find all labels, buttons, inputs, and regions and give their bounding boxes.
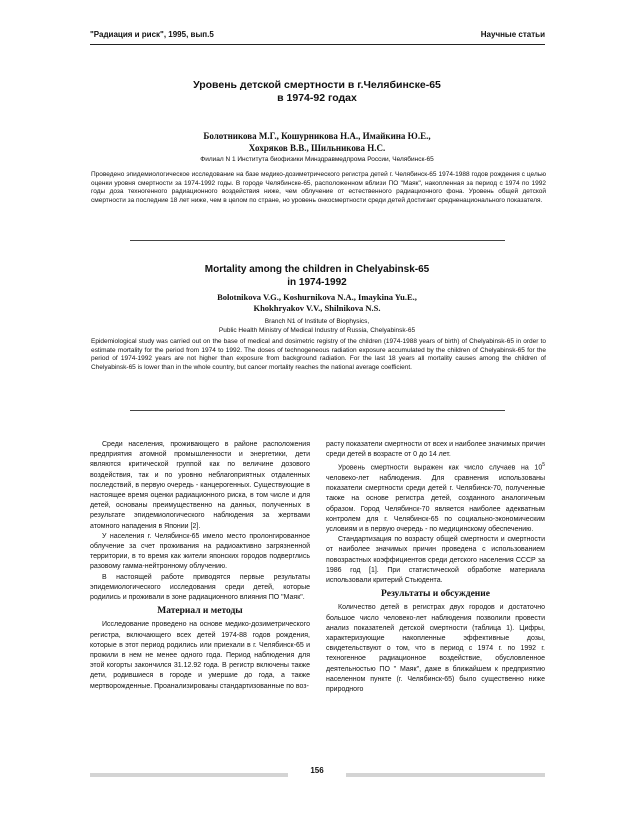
abstract-ru: Проведено эпидемиологическое исследование на базе медико-дозиметрического регистра детей г. Челябинск-65 1974-1988 годов рождения с целью оценки уровня смертности за 1974-1992 годы. В городе Челябинске-65, расположенном вблизи ПО "Маяк", накопленная за период с 1974 по 1992 годы доза техногенного радиационного воздействия ниже, чем облучение от естественного радиационного фона. Уровень общей детской смертности за последние 18 лет ниже, чем в целом по стране, но уровень онкосмертности среди детей достигает средненационального показателя. [91,171,546,204]
affiliation-en [90,318,544,335]
paragraph: Исследование проведено на основе медико-дозиметрического регистра, включающего всех детей 1974-88 годов рождения, которые в этот период родились или приехали в г. Челябинск-65 и прожили в нем не менее одного года. Период наблюдения для этой когорты закончился 31.12.92 года. В регистр включены также дети, родившиеся в городе и умершие до года, а также мертворожденные. Проанализированы стандартизованные по воз- [90,621,310,690]
footer-bar-right [346,773,545,777]
paragraph: В настоящей работе приводятся первые результаты эпидемиологического исследования среди детей, которые родились и проживали в зоне радиационного влияния ПО "Маяк". [90,573,310,602]
journal-citation: "Радиация и риск", 1995, вып.5 [90,30,214,39]
title-en [120,264,514,289]
body-left-column [90,440,310,692]
text-fragment: Уровень смертности выражен как число случаев на 10 [338,464,543,472]
authors-ru-line2: Хохряков В.В., Шильникова Н.С. [248,143,386,153]
section-label: Научные статьи [480,30,545,39]
header-rule [90,44,545,45]
body-right-column [326,440,545,695]
superscript: 5 [542,462,545,469]
title-en-line2: in 1974-1992 [287,276,347,288]
affiliation-ru: Филиал N 1 Института биофизики Минздравмедпрома России, Челябинск-65 [200,156,434,163]
page-number: 156 [310,766,324,775]
authors-ru [120,130,514,154]
heading-results: Результаты и обсуждение [381,589,490,600]
abstract-divider [130,240,505,241]
title-ru-line2: в 1974-92 годах [277,92,357,104]
title-ru-line1: Уровень детской смертности в г.Челябинске-65 [193,79,441,91]
authors-en-line2: Khokhryakov V.V., Shilnikova N.S. [253,303,381,313]
paragraph [326,460,545,535]
affiliation-en-line1: Branch N1 of Institute of Biophysics, [264,318,370,325]
heading-methods: Материал и методы [157,606,243,617]
authors-en-line1: Bolotnikova V.G., Koshurnikova N.A., Imaykina Yu.E., [217,292,417,302]
abstract-en: Epidemiological study was carried out on the base of medical and dosimetric registry of the children (1974-1988 years of birth) of Chelyabinsk-65 in order to estimate mortality for the period from 1974 to 1992. The doses of technogeneous radiation exposure accumulated by the children of Chelyabinsk-65 for the period of 1974-1992 years are not higher than exposure from background radiation. For the last 18 years all mortality causes among the children of Chelyabinsk-65 is lower than in the whole country, but cancer mortality reaches the national average coefficient. [91,338,546,371]
title-en-line1: Mortality among the children in Chelyabinsk-65 [204,264,430,275]
footer-bar-left [90,773,288,777]
abstract-en-divider [130,410,505,411]
affiliation-en-line2: Public Health Ministry of Medical Industry of Russia, Chelyabinsk-65 [218,326,416,334]
paragraph: У населения г. Челябинск-65 имело место пролонгированное облучение за счет проживания на радиоактивно загрязненной территории, в то время как жители японских городов подверглись разовому гамма-нейтронному облучению. [90,532,310,571]
text-fragment: человеко-лет наблюдения. Для сравнения использованы показатели смертности среди детей г. Челябинск-70, полученные также на основе регистра детей, созданного аналогичным образом. Город Челябинск-70 является наиболее адекватным контролем для г. Челябинск-65 по социально-экономическим условиям и в первую очередь - по медицинскому обеспечению. [326,474,545,533]
title-ru [100,79,534,105]
authors-en [120,292,514,314]
paragraph: расту показатели смертности от всех и наиболее значимых причин среди детей в возрасте от 0 до 14 лет. [326,441,545,459]
paragraph: Стандартизация по возрасту общей смертности и смертности от наиболее значимых причин проведена с использованием повозрастных коэффициентов среди детского населения СССР за 1986 год [1]. При статистической обработке материала использовали критерий Стьюдента. [326,536,545,584]
paragraph: Среди населения, проживающего в районе расположения предприятия атомной промышленности и энергетики, дети являются критической группой как по величине дозового воздействия, так и по уровню неблагоприятных отдаленных последствий, в первую очередь - канцерогенных. Существующие в настоящее время оценки радиационного риска, в том числе и для детей, основаны преимущественно на данных, полученных в результате эпидемиологического наблюдения за жертвами атомного нападения в Японии [2]. [90,441,310,530]
authors-ru-line1: Болотникова М.Г., Кошурникова Н.А., Имайкина Ю.Е., [203,131,431,141]
paragraph: Количество детей в регистрах двух городов и достаточно большое число человеко-лет наблюдения позволили провести анализ показателей детской смертности (таблица 1). Цифры, характеризующие накопленные эффективные дозы, свидетельствуют о том, что в период с 1974 г. по 1992 г. техногенное радиационное воздействие, обусловленное деятельностью ПО " Маяк", даже в ближайшем к предприятию населенном пункте (г. Челябинск-65) было существенно ниже природного [326,604,545,693]
